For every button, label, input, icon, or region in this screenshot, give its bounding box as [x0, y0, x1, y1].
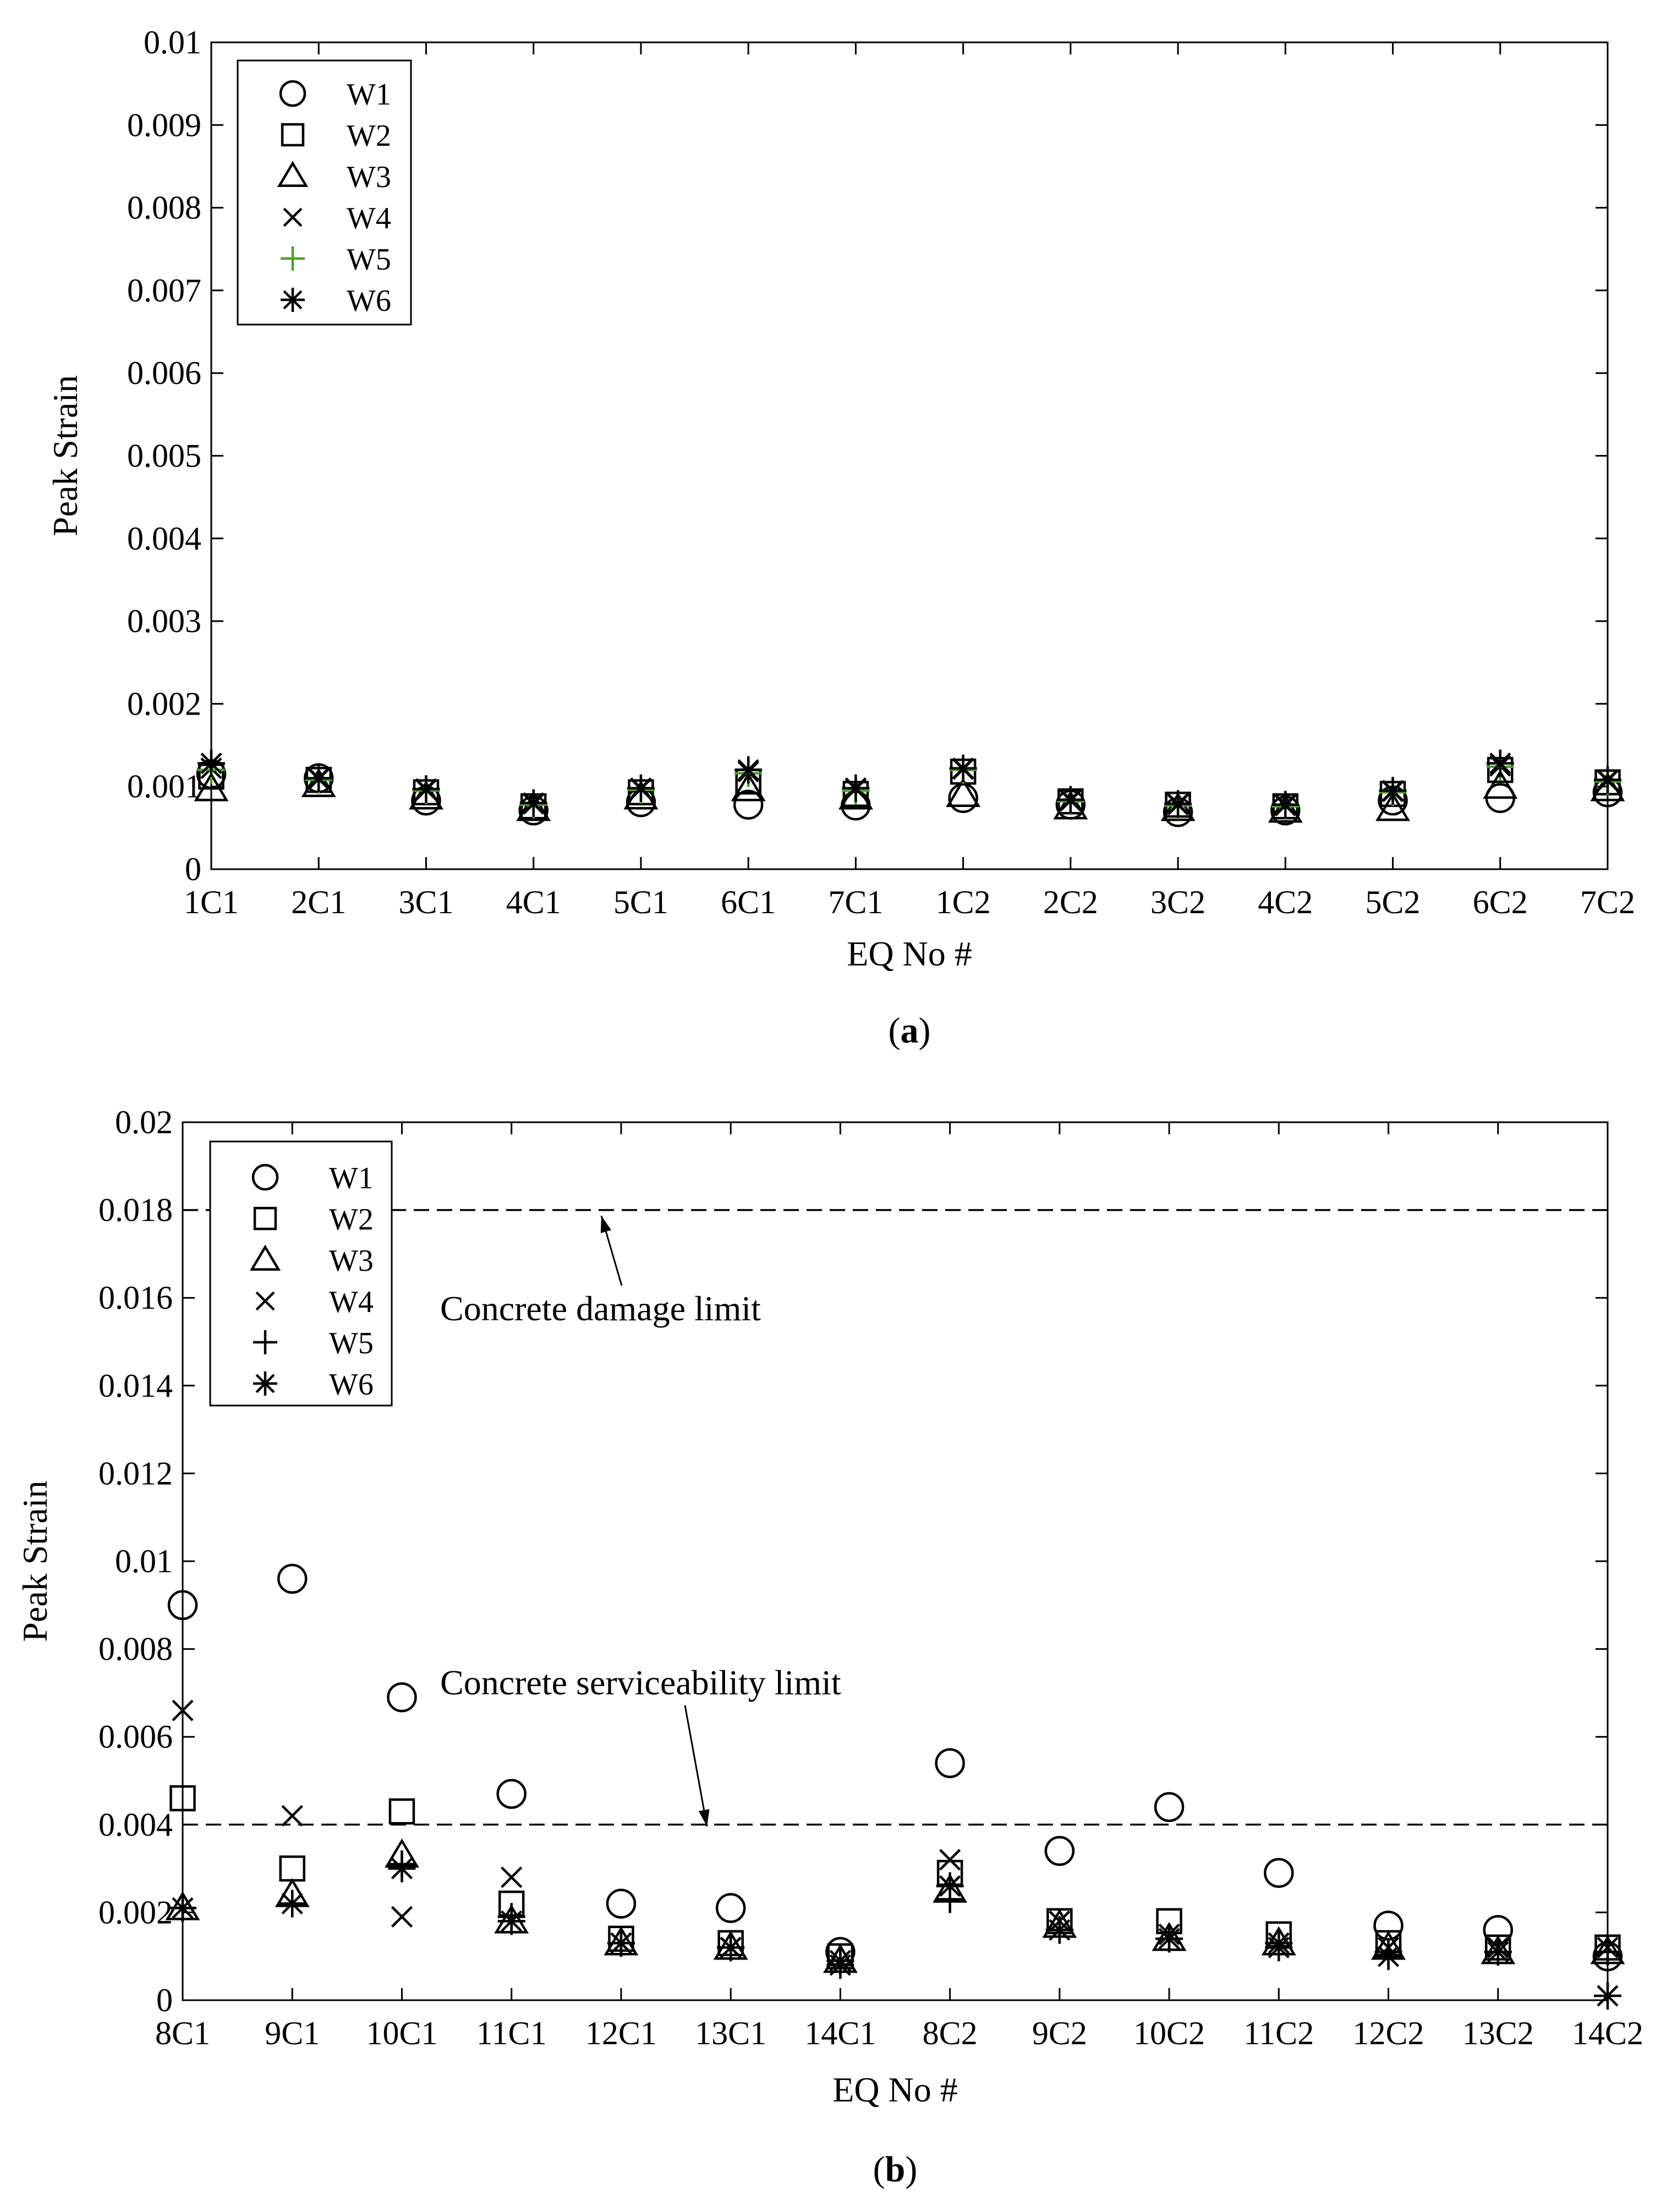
y-tick-label: 0.016: [98, 1280, 173, 1316]
legend-label: W1: [347, 78, 391, 112]
y-tick-label: 0.012: [98, 1455, 173, 1492]
chart-panel-a: [46, 24, 1635, 1051]
y-tick-label: 0.004: [127, 520, 201, 557]
data-point-w6: [1057, 786, 1084, 814]
y-tick-label: 0.009: [127, 107, 201, 144]
x-axis-title: EQ No #: [832, 2070, 958, 2109]
y-tick-label: 0.004: [98, 1806, 173, 1843]
data-point-w1: [1265, 1859, 1292, 1887]
y-tick-label: 0.006: [127, 355, 201, 392]
data-point-w1: [607, 1890, 635, 1917]
data-point-w6: [198, 750, 225, 777]
data-point-w1: [1046, 1837, 1073, 1865]
x-tick-label: 12C1: [585, 2015, 657, 2051]
data-point-w6: [305, 765, 332, 792]
y-tick-label: 0.02: [115, 1104, 173, 1140]
panel-label: (b): [873, 2149, 918, 2189]
legend-label: W3: [329, 1244, 374, 1278]
data-point-w6: [1594, 766, 1621, 794]
data-point-w6: [412, 775, 440, 803]
plot-area-frame: [211, 42, 1608, 869]
data-point-w6: [826, 1951, 854, 1979]
data-point-w6: [1046, 1916, 1073, 1944]
y-tick-label: 0.002: [127, 685, 201, 722]
y-tick-label: 0.018: [98, 1192, 173, 1228]
x-tick-label: 7C2: [1580, 884, 1636, 920]
x-tick-label: 5C1: [613, 884, 668, 920]
y-tick-label: 0.006: [98, 1719, 173, 1755]
x-tick-label: 2C1: [291, 884, 347, 920]
legend-label: W3: [347, 160, 391, 194]
y-tick-label: 0.001: [127, 768, 201, 805]
x-tick-label: 2C2: [1043, 884, 1098, 920]
data-point-w1: [936, 1749, 964, 1777]
y-tick-label: 0: [185, 851, 201, 887]
data-point-w4: [940, 1850, 960, 1870]
y-tick-label: 0.008: [98, 1631, 173, 1667]
x-tick-label: 8C2: [922, 2015, 978, 2051]
y-tick-label: 0.008: [127, 189, 201, 226]
data-point-w1: [278, 1565, 306, 1593]
data-point-w6: [520, 789, 547, 817]
panel-label-letter: b: [885, 2149, 906, 2189]
chart-panel-b: [15, 1104, 1643, 2189]
legend-label: W4: [347, 201, 391, 235]
legend-label: W6: [329, 1368, 374, 1402]
x-tick-label: 11C1: [476, 2015, 547, 2051]
y-axis-title: Peak Strain: [15, 1480, 54, 1642]
data-point-w6: [936, 1873, 964, 1900]
x-tick-label: 11C2: [1243, 2015, 1314, 2051]
legend-marker-w6: [253, 1371, 277, 1396]
data-point-w1: [498, 1780, 525, 1808]
x-tick-label: 3C2: [1150, 884, 1206, 920]
data-point-w6: [498, 1907, 525, 1935]
data-point-w4: [282, 1806, 302, 1826]
data-point-w6: [950, 755, 977, 782]
y-tick-label: 0: [156, 1982, 173, 2018]
x-tick-label: 8C1: [155, 2015, 211, 2051]
y-tick-label: 0.002: [98, 1894, 173, 1931]
data-point-w1: [1155, 1793, 1183, 1821]
x-tick-label: 13C1: [695, 2015, 767, 2051]
y-tick-label: 0.005: [127, 437, 201, 474]
data-point-w6: [1487, 750, 1514, 777]
y-tick-label: 0.003: [127, 603, 201, 640]
data-point-w6: [842, 775, 869, 802]
data-point-w2: [281, 1857, 304, 1880]
x-tick-label: 1C1: [183, 884, 239, 920]
legend-label: W5: [329, 1326, 374, 1360]
data-point-w6: [734, 756, 762, 784]
data-point-w6: [1164, 790, 1192, 817]
data-point-w1: [717, 1894, 744, 1922]
legend-label: W6: [347, 284, 391, 318]
data-point-w4: [502, 1868, 522, 1887]
legend-label: W5: [347, 243, 391, 277]
x-tick-label: 4C1: [506, 884, 561, 920]
legend-label: W4: [329, 1285, 374, 1319]
x-tick-label: 13C2: [1462, 2015, 1534, 2051]
data-point-w6: [1375, 1942, 1402, 1970]
x-tick-label: 14C1: [804, 2015, 876, 2051]
y-axis-title: Peak Strain: [46, 375, 85, 537]
panel-label: (a): [888, 1011, 931, 1051]
x-tick-label: 7C1: [828, 884, 884, 920]
x-tick-label: 1C2: [935, 884, 991, 920]
reference-line-label: Concrete serviceability limit: [440, 1663, 841, 1702]
x-tick-label: 14C2: [1571, 2015, 1644, 2051]
panel-label-letter: a: [900, 1011, 919, 1051]
x-tick-label: 10C1: [366, 2015, 438, 2051]
data-point-w6: [1265, 1934, 1292, 1961]
y-tick-label: 0.007: [127, 272, 201, 309]
data-point-w6: [1271, 791, 1299, 819]
data-point-w1: [388, 1683, 415, 1711]
y-tick-label: 0.014: [98, 1367, 173, 1404]
data-point-w6: [607, 1929, 635, 1957]
x-tick-label: 12C2: [1352, 2015, 1424, 2051]
y-tick-label: 0.01: [115, 1543, 173, 1579]
legend-label: W2: [347, 119, 391, 153]
data-point-w6: [1155, 1925, 1183, 1952]
x-tick-label: 6C2: [1472, 884, 1528, 920]
data-point-w6: [717, 1934, 744, 1961]
data-point-w1: [734, 791, 762, 819]
annotation-arrow-head: [601, 1216, 611, 1233]
data-point-w6: [1379, 777, 1407, 804]
data-point-w6: [169, 1894, 196, 1922]
x-tick-label: 9C1: [265, 2015, 320, 2051]
data-point-w6: [627, 775, 655, 802]
data-point-w6: [1484, 1938, 1512, 1966]
reference-line-label: Concrete damage limit: [440, 1289, 761, 1328]
annotation-arrow-shaft: [685, 1705, 707, 1826]
data-point-w6: [278, 1890, 306, 1917]
x-tick-label: 5C2: [1365, 884, 1421, 920]
data-point-w6: [388, 1855, 415, 1882]
legend-label: W1: [329, 1161, 374, 1195]
data-point-w6: [1594, 1982, 1621, 2010]
x-tick-label: 3C1: [398, 884, 454, 920]
x-tick-label: 10C2: [1133, 2015, 1205, 2051]
x-tick-label: 9C2: [1032, 2015, 1087, 2051]
legend-marker-w6: [281, 288, 305, 312]
legend-label: W2: [329, 1203, 374, 1237]
x-tick-label: 4C2: [1258, 884, 1313, 920]
y-tick-label: 0.01: [144, 24, 201, 61]
data-point-w5: [1594, 1938, 1621, 1966]
x-tick-label: 6C1: [721, 884, 776, 920]
data-point-w2: [390, 1799, 414, 1823]
x-axis-title: EQ No #: [847, 934, 972, 973]
data-point-w4: [392, 1907, 412, 1926]
